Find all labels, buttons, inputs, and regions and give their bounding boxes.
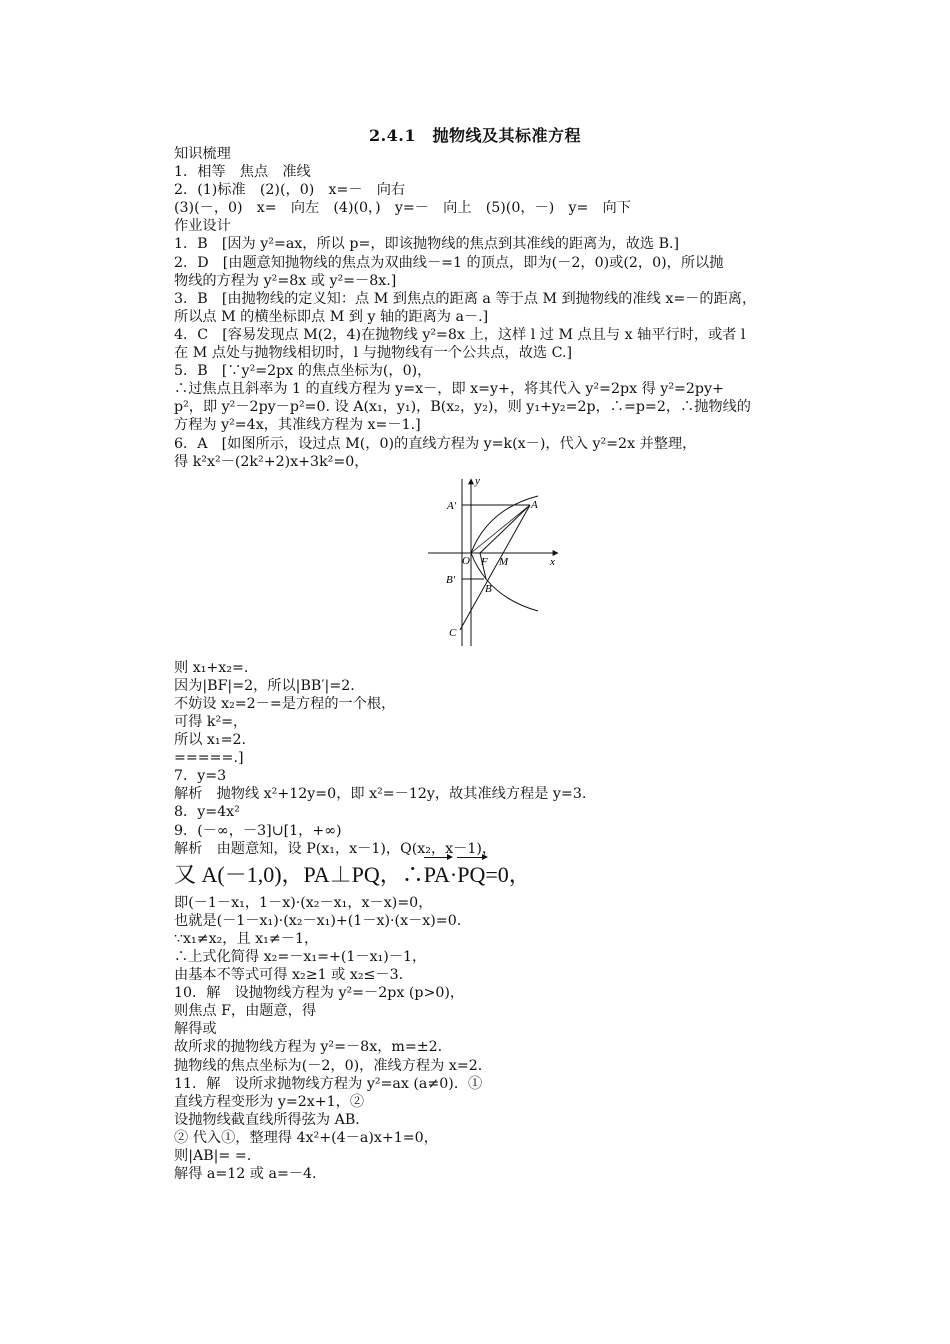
text-line: 解析 由题意知，设 P(x₁，x－1)，Q(x₂，x－1)， bbox=[174, 840, 497, 857]
text-line: 因为|BF|=2，所以|BB′|=2. bbox=[174, 677, 355, 694]
text-line: 不妨设 x₂=2－=是方程的一个根， bbox=[174, 695, 396, 712]
line-a-o bbox=[471, 505, 530, 553]
text-line: 8．y=4x² bbox=[174, 804, 240, 821]
text-line: 1．相等 焦点 准线 bbox=[174, 164, 311, 181]
text-line: 则焦点 F，由题意，得 bbox=[174, 1003, 317, 1020]
answer-block-3 bbox=[174, 894, 814, 1184]
text-line: 知识梳理 bbox=[174, 146, 231, 162]
answer-block-2 bbox=[174, 659, 814, 858]
text-line: 也就是(－1－x₁)·(x₂－x₁)+(1－x)·(x－x)=0. bbox=[174, 912, 462, 929]
parabola-figure bbox=[426, 474, 566, 649]
text-line: ∴上式化简得 x₂=－x₁=+(1－x₁)－1， bbox=[174, 949, 427, 965]
label-o: O bbox=[462, 554, 470, 567]
text-line: 5．B [∵y²=2px 的焦点坐标为(，0)， bbox=[174, 363, 432, 380]
vector-pq: PQ bbox=[457, 860, 485, 890]
text-line: ② 代入①，整理得 4x²+(4－a)x+1=0， bbox=[174, 1129, 438, 1146]
line-a-f bbox=[480, 505, 530, 553]
label-b-prime: B′ bbox=[446, 573, 456, 586]
text-line: 2．D [由题意知抛物线的焦点为双曲线－=1 的顶点，即为(－2，0)或(2，0)，所以抛 bbox=[174, 254, 724, 271]
figure-container bbox=[174, 471, 814, 659]
answer-body bbox=[174, 145, 814, 1183]
text-line: =====.] bbox=[174, 750, 244, 767]
text-line: 抛物线的焦点坐标为(－2，0)，准线方程为 x=2. bbox=[174, 1057, 483, 1074]
text-line: 在 M 点处与抛物线相切时，l 与抛物线有一个公共点，故选 C.] bbox=[174, 345, 572, 362]
text-line: 6．A [如图所示，设过点 M(，0)的直线方程为 y=k(x－)，代入 y²=2x 并整理， bbox=[174, 435, 697, 452]
text-line: 9．(－∞，－3]∪[1，+∞) bbox=[174, 822, 342, 839]
text-line: 7．y=3 bbox=[174, 768, 227, 785]
text-line: 由基本不等式可得 x₂≥1 或 x₂≤－3. bbox=[174, 967, 404, 984]
text-line: 则|AB|= =. bbox=[174, 1148, 252, 1165]
text-line: 3．B [由抛物线的定义知：点 M 到焦点的距离 a 等于点 M 到抛物线的准线 x=－的距离， bbox=[174, 290, 757, 307]
text-line: 11．解 设所求抛物线方程为 y²=ax (a≠0)．① bbox=[174, 1075, 483, 1092]
text-line: 作业设计 bbox=[174, 218, 231, 235]
label-f: F bbox=[481, 555, 488, 568]
answer-block-1 bbox=[174, 145, 814, 471]
vector-pa: PA bbox=[424, 860, 450, 890]
text-line: (3)(－，0) x= 向左 (4)(0，) y=－ 向上 (5)(0，－) y= 向下 bbox=[174, 200, 631, 217]
text-line: 4．C [容易发现点 M(2，4)在抛物线 y²=8x 上，这样 l 过 M 点且与 x 轴平行时，或者 l bbox=[174, 326, 746, 343]
text-line: 解得或 bbox=[174, 1021, 217, 1038]
label-x-axis: x bbox=[550, 555, 555, 568]
label-a: A bbox=[531, 498, 538, 511]
text-line: 设抛物线截直线所得弦为 AB. bbox=[174, 1111, 360, 1128]
text-line: ∴过焦点且斜率为 1 的直线方程为 y=x－，即 x=y+，将其代入 y²=2px 得 y²=2py+ bbox=[174, 381, 724, 398]
text-line: 故所求的抛物线方程为 y²=－8x，m=±2. bbox=[174, 1039, 443, 1056]
text-line: 即(－1－x₁，1－x)·(x₂－x₁，x－x)=0， bbox=[174, 894, 433, 911]
text-line: 10．解 设抛物线方程为 y²=－2px (p>0)， bbox=[174, 985, 465, 1002]
label-y-axis: y bbox=[475, 474, 480, 487]
label-c: C bbox=[449, 626, 457, 639]
text-line: p²，即 y²－2py－p²=0. 设 A(x₁，y₁)，B(x₂，y₂)，则 y₁+y₂=2p，∴=p=2，∴抛物线的 bbox=[174, 399, 751, 416]
text-line: 直线方程变形为 y=2x+1，② bbox=[174, 1093, 365, 1110]
text-line: 则 x₁+x₂=. bbox=[174, 659, 249, 676]
text-line: 得 k²x²－(2k²+2)x+3k²=0， bbox=[174, 453, 369, 470]
text-line: 可得 k²=， bbox=[174, 713, 248, 730]
label-m: M bbox=[499, 555, 509, 568]
text-line: 所以 x₁=2. bbox=[174, 732, 246, 749]
label-b: B bbox=[485, 582, 492, 595]
vector-equation: 又 A(－1,0)，PA⊥PQ，∴PA·PQ=0， bbox=[174, 860, 531, 890]
text-line: 1．B [因为 y²=ax，所以 p=，即该抛物线的焦点到其准线的距离为，故选 B.] bbox=[174, 236, 680, 253]
text-line: 解得 a=12 或 a=－4. bbox=[174, 1166, 317, 1183]
page-title: 2.4.1 抛物线及其标准方程 bbox=[368, 126, 582, 145]
vector-equation-image bbox=[174, 858, 814, 894]
text-line: 方程为 y²=4x，其准线方程为 x=－1.] bbox=[174, 417, 421, 434]
text-line: 2．(1)标准 (2)(，0) x=－ 向右 bbox=[174, 182, 406, 199]
text-line: ∵x₁≠x₂，且 x₁≠－1， bbox=[174, 930, 319, 947]
text-line: 所以点 M 的横坐标即点 M 到 y 轴的距离为 a－.] bbox=[174, 308, 489, 325]
text-line: 解析 抛物线 x²+12y=0，即 x²=－12y，故其准线方程是 y=3. bbox=[174, 786, 587, 803]
label-a-prime: A′ bbox=[447, 499, 457, 512]
text-line: 物线的方程为 y²=8x 或 y²=－8x.] bbox=[174, 272, 397, 289]
